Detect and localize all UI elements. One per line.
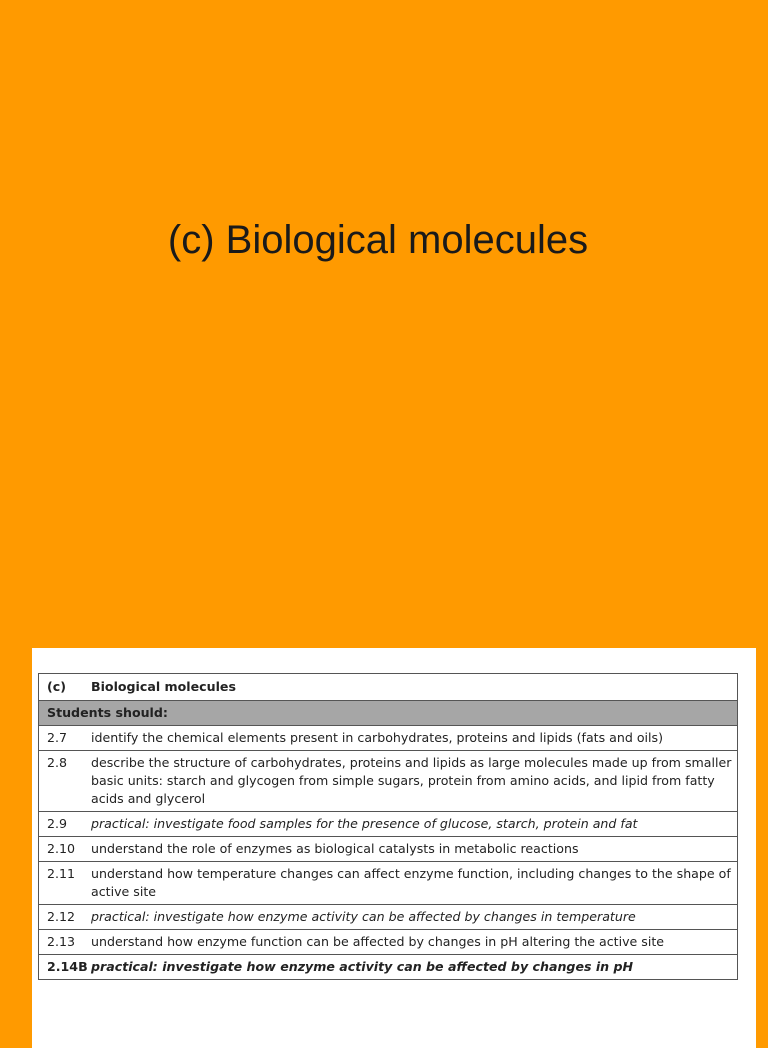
row-number: 2.12: [39, 905, 92, 930]
specification-image: [32, 648, 756, 1048]
row-number: 2.9: [39, 812, 92, 837]
row-number: 2.10: [39, 837, 92, 862]
row-number: 2.11: [39, 862, 92, 905]
section-code: (c): [39, 674, 92, 701]
subheader: Students should:: [39, 701, 738, 726]
row-number: 2.13: [39, 930, 92, 955]
row-number: 2.7: [39, 726, 92, 751]
table-row: [39, 726, 738, 751]
row-text: understand how enzyme function can be affected by changes in pH altering the active site: [91, 930, 738, 955]
table-subheader-row: [39, 701, 738, 726]
row-text: practical: investigate food samples for the presence of glucose, starch, protein and fat: [91, 812, 738, 837]
table-row: [39, 905, 738, 930]
table-row: [39, 955, 738, 980]
section-title: Biological molecules: [91, 674, 738, 701]
row-text: identify the chemical elements present in carbohydrates, proteins and lipids (fats and oils): [91, 726, 738, 751]
row-text: practical: investigate how enzyme activity can be affected by changes in temperature: [91, 905, 738, 930]
row-number: 2.8: [39, 751, 92, 812]
table-row: [39, 837, 738, 862]
table-row: [39, 751, 738, 812]
table-row: [39, 930, 738, 955]
table-row: [39, 812, 738, 837]
specification-table: [38, 673, 738, 980]
row-text: practical: investigate how enzyme activity can be affected by changes in pH: [91, 955, 738, 980]
table-row: [39, 862, 738, 905]
row-text: understand the role of enzymes as biological catalysts in metabolic reactions: [91, 837, 738, 862]
row-text: describe the structure of carbohydrates, proteins and lipids as large molecules made up from smaller basic units: starch and glycogen from simple sugars, protein from amino acids, and lipid from fatty acids and glycerol: [91, 751, 738, 812]
row-text: understand how temperature changes can affect enzyme function, including changes to the shape of active site: [91, 862, 738, 905]
table-header-row: [39, 674, 738, 701]
slide-title: (c) Biological molecules: [167, 218, 589, 262]
row-number: 2.14B: [39, 955, 92, 980]
